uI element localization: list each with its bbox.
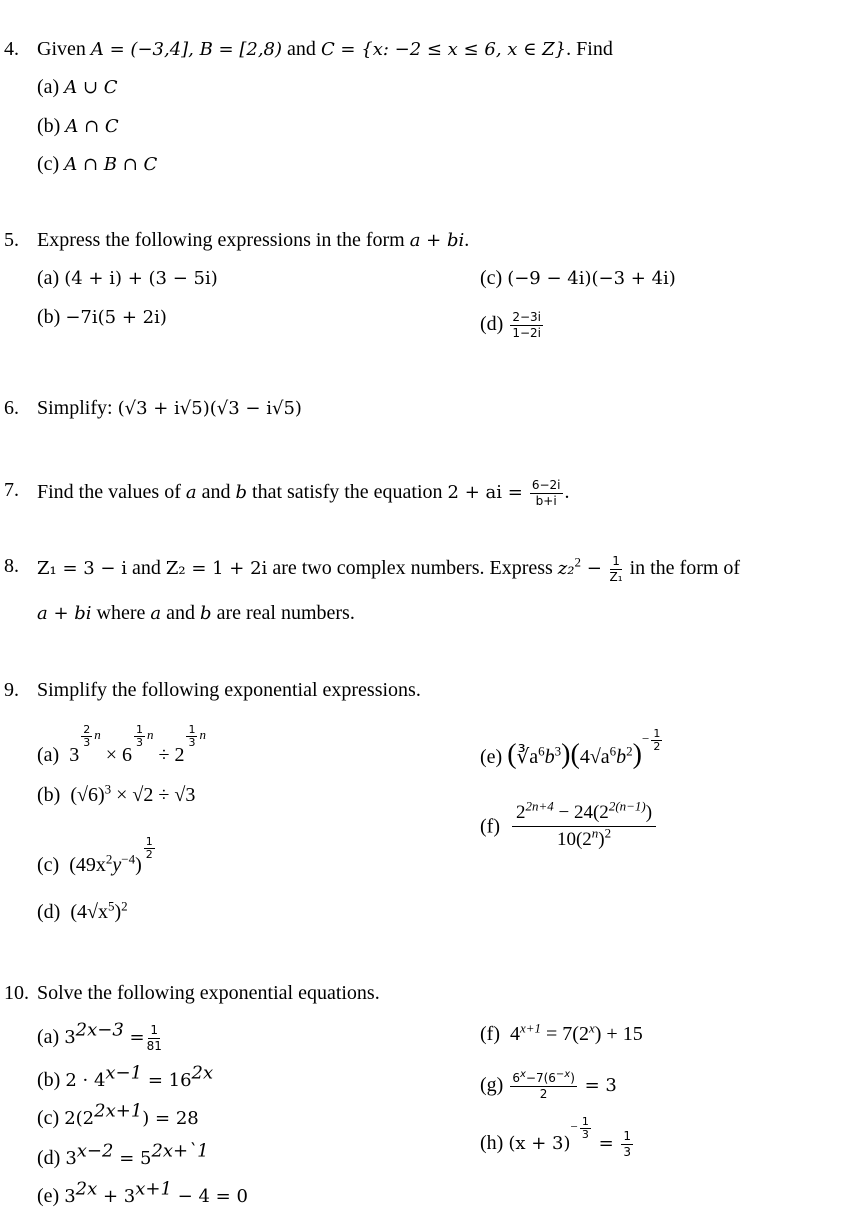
q9-part-b	[37, 783, 195, 807]
text: Express the following expressions in the form	[37, 229, 410, 251]
math: (√6)	[70, 784, 105, 806]
part-label: (c)	[37, 854, 60, 877]
math: A = (−3,4], B = [2,8)	[90, 39, 283, 60]
math: − 4 = 0	[171, 1186, 248, 1207]
exponent: x	[588, 1020, 595, 1036]
q9-part-a	[37, 723, 206, 767]
fraction	[621, 1129, 633, 1160]
math: = 7(2	[541, 1023, 589, 1045]
question-title: Solve the following exponential equations.	[37, 982, 380, 1004]
text: . Find	[566, 38, 613, 60]
text: Find the values of	[37, 481, 186, 504]
math: 3	[65, 1148, 77, 1169]
exponent: x+1	[135, 1178, 172, 1200]
math: ∛a	[516, 746, 539, 769]
math: b	[544, 746, 555, 769]
fraction-exponent	[81, 724, 92, 749]
minus-sign: −	[570, 1119, 578, 1135]
math: −	[581, 558, 608, 580]
fraction	[510, 310, 543, 341]
exponent: 2	[626, 743, 633, 759]
math: 2 · 4	[65, 1070, 106, 1091]
text: .	[564, 481, 570, 504]
part-label: (a)	[37, 744, 60, 767]
text: are two complex numbers. Express	[267, 557, 558, 580]
math: z₂	[557, 558, 575, 580]
fraction-exponent	[651, 728, 662, 753]
part-label: (a)	[37, 76, 60, 98]
part-label: (a)	[37, 267, 60, 289]
numerator: 6−2i	[531, 478, 561, 492]
text: .	[464, 229, 470, 251]
numerator: 1	[150, 1023, 159, 1037]
numerator: 1	[135, 723, 143, 736]
q9-part-c	[37, 835, 157, 877]
part-label: (d)	[480, 313, 504, 336]
math: 6	[512, 1071, 520, 1085]
part-label: (e)	[37, 1185, 60, 1207]
denominator	[557, 827, 611, 853]
denominator: 3	[188, 736, 196, 749]
math: C = {x: −2 ≤ x ≤ 6, x ∈ Z}	[320, 39, 567, 60]
numerator: 1	[623, 1129, 632, 1144]
question-number: 8.	[4, 555, 19, 577]
fraction-exponent	[580, 1116, 591, 1141]
math: 2(2	[64, 1108, 95, 1129]
denominator: 3	[623, 1145, 632, 1160]
part-label: (a)	[37, 1026, 60, 1049]
q10-part-d	[37, 1140, 209, 1171]
math: (4√x	[70, 901, 108, 923]
exponent: 2(n−1)	[608, 798, 646, 814]
text: in the form of	[624, 557, 741, 580]
fraction	[610, 554, 623, 585]
denominator: b+i	[535, 494, 557, 508]
math: a	[150, 603, 162, 624]
exponent: 2x+`1	[151, 1140, 209, 1162]
math: × √2 ÷ √3	[111, 784, 196, 806]
denominator: 2	[653, 740, 661, 753]
exponent: 2x−3	[75, 1019, 124, 1041]
text: that satisfy the equation	[247, 481, 448, 504]
math: (4 + i) + (3 − 5i)	[64, 268, 218, 289]
math: b	[235, 482, 248, 504]
numerator	[512, 800, 656, 827]
q5-part-c	[480, 266, 676, 291]
exponent: 2x	[75, 1178, 98, 1200]
math: = 3	[578, 1075, 617, 1097]
q9-part-f	[480, 800, 658, 853]
text: and	[196, 481, 236, 504]
question-number: 6.	[4, 397, 19, 419]
math: 4√a	[579, 746, 610, 769]
numerator: 1	[612, 554, 620, 568]
q10-part-g	[480, 1071, 617, 1102]
question-number: 9.	[4, 679, 19, 701]
part-label: (h)	[480, 1132, 504, 1155]
denominator: 2	[539, 1087, 548, 1101]
numerator: 1	[581, 1115, 589, 1128]
math: (−9 − 4i)(−3 + 4i)	[507, 268, 676, 289]
q5-part-b	[37, 305, 167, 330]
q4-part-c	[37, 152, 157, 177]
part-label: (b)	[37, 115, 61, 137]
text: where	[91, 602, 151, 624]
math: A ∪ C	[64, 77, 118, 98]
math: a	[185, 482, 197, 504]
variable: n	[94, 727, 101, 743]
q9-part-d	[37, 900, 128, 924]
exponent: x−1	[105, 1062, 143, 1084]
exponent: 2	[105, 851, 113, 867]
base: 6	[121, 744, 132, 767]
exponent: 6	[609, 743, 617, 759]
exponent: 3	[104, 781, 112, 797]
variable: n	[146, 727, 154, 743]
exponent: x	[519, 1069, 526, 1080]
fraction	[530, 478, 563, 509]
math: )	[645, 802, 653, 823]
part-label: (e)	[480, 746, 503, 769]
denominator: 2	[145, 848, 153, 861]
math: 2 + ai =	[447, 482, 523, 504]
question-number: 10.	[4, 982, 29, 1004]
math: −7i(5 + 2i)	[65, 307, 167, 328]
part-label: (b)	[37, 1069, 61, 1091]
math: 3	[64, 1027, 76, 1049]
q10-part-f	[480, 1022, 643, 1046]
math: 10(2	[556, 829, 592, 850]
denominator: 3	[83, 736, 91, 749]
text: Simplify:	[37, 397, 118, 419]
q5-part-d	[480, 310, 545, 341]
part-label: (d)	[37, 901, 61, 923]
part-label: (c)	[37, 153, 60, 175]
denominator: 3	[581, 1128, 589, 1141]
math: b	[200, 603, 212, 624]
denominator: 81	[146, 1039, 162, 1053]
math: (x + 3)	[508, 1133, 571, 1155]
numerator: 1	[653, 727, 661, 740]
math: = 16	[142, 1070, 192, 1091]
question-8-line-2	[37, 601, 355, 626]
math: − 24(2	[553, 802, 609, 823]
q10-part-e	[37, 1178, 248, 1209]
math: ) = 28	[142, 1108, 199, 1129]
math: )	[114, 901, 122, 923]
q10-part-c	[37, 1100, 199, 1131]
question-title: Simplify the following exponential expressions.	[37, 679, 421, 701]
exponent: 2	[574, 554, 581, 570]
exponent: n	[591, 825, 599, 841]
exponent: −4	[121, 851, 136, 867]
math: =	[592, 1133, 620, 1155]
math: a + bi	[409, 230, 465, 251]
fraction-exponent	[144, 836, 155, 861]
minus-sign: −	[642, 731, 650, 747]
math: 2	[515, 802, 526, 823]
denominator: Z₁	[609, 570, 623, 584]
part-label: (d)	[37, 1147, 61, 1169]
q10-part-h	[480, 1115, 635, 1160]
base: 3	[69, 744, 80, 767]
q4-part-b	[37, 114, 119, 139]
fraction-exponent	[134, 724, 145, 749]
exponent: 2x+1	[94, 1100, 143, 1122]
part-label: (c)	[480, 267, 503, 289]
math: ) + 15	[594, 1023, 643, 1045]
exponent: 5	[107, 898, 115, 914]
exponent: 2x	[191, 1062, 214, 1084]
fraction	[147, 1023, 162, 1054]
math: )	[570, 1071, 575, 1085]
math: =	[123, 1027, 145, 1049]
exponent: 2	[121, 898, 128, 914]
numerator: 1	[188, 723, 196, 736]
text: and	[161, 602, 201, 624]
math: )	[135, 854, 142, 877]
math: a + bi	[37, 603, 92, 624]
q10-part-a	[37, 1019, 164, 1054]
text: and	[282, 38, 321, 60]
q4-part-a	[37, 75, 118, 100]
part-label: (b)	[37, 784, 61, 806]
text: and	[126, 557, 166, 580]
math: 4	[509, 1023, 520, 1045]
exponent: −x	[555, 1069, 571, 1080]
text: are real numbers.	[211, 602, 355, 624]
math: (49x	[69, 854, 106, 877]
part-label: (c)	[37, 1107, 60, 1129]
part-label: (f)	[480, 815, 500, 838]
q10-part-b	[37, 1062, 214, 1093]
exponent: x−2	[76, 1140, 114, 1162]
math: y	[112, 854, 122, 877]
question-number: 5.	[4, 229, 19, 251]
q9-part-e: (e) $(∛a^6b^3)(4√a^6b^2)^{- \frac{1}{2}}$	[480, 727, 661, 771]
part-label: (b)	[37, 306, 61, 328]
math: b	[616, 746, 627, 769]
math: A ∩ B ∩ C	[64, 154, 158, 175]
fraction	[512, 800, 656, 853]
math: = 5	[113, 1148, 152, 1169]
denominator: 1−2i	[512, 326, 541, 340]
variable: n	[199, 727, 206, 743]
math: (√3 + i√5)(√3 − i√5)	[117, 398, 302, 419]
denominator: 3	[135, 736, 143, 749]
exponent: x+1	[519, 1020, 542, 1036]
math: )	[598, 829, 605, 850]
q5-part-a	[37, 266, 218, 291]
math: + 3	[97, 1186, 136, 1207]
exponent: 3	[554, 743, 562, 759]
question-number: 7.	[4, 479, 19, 501]
numerator: 1	[145, 835, 153, 848]
math: 3	[64, 1186, 76, 1207]
part-label: (g)	[480, 1074, 504, 1097]
base: 2	[174, 744, 185, 767]
numerator: 2−3i	[512, 310, 541, 324]
numerator	[510, 1071, 577, 1087]
math: Z₂ = 1 + 2i	[165, 558, 268, 580]
fraction	[510, 1071, 577, 1102]
text: Given	[37, 38, 91, 60]
math: A ∩ C	[65, 116, 119, 137]
fraction-exponent	[186, 724, 197, 749]
operator: ×	[100, 744, 122, 767]
exponent: 2	[604, 825, 612, 841]
exponent: 2n+4	[525, 798, 554, 814]
exponent: 6	[538, 743, 545, 759]
part-label: (f)	[480, 1023, 500, 1045]
math: −7(6	[525, 1071, 556, 1085]
math: Z₁ = 3 − i	[37, 558, 127, 580]
numerator: 2	[83, 723, 91, 736]
question-number: 4.	[4, 38, 19, 60]
operator: ÷	[153, 744, 175, 767]
